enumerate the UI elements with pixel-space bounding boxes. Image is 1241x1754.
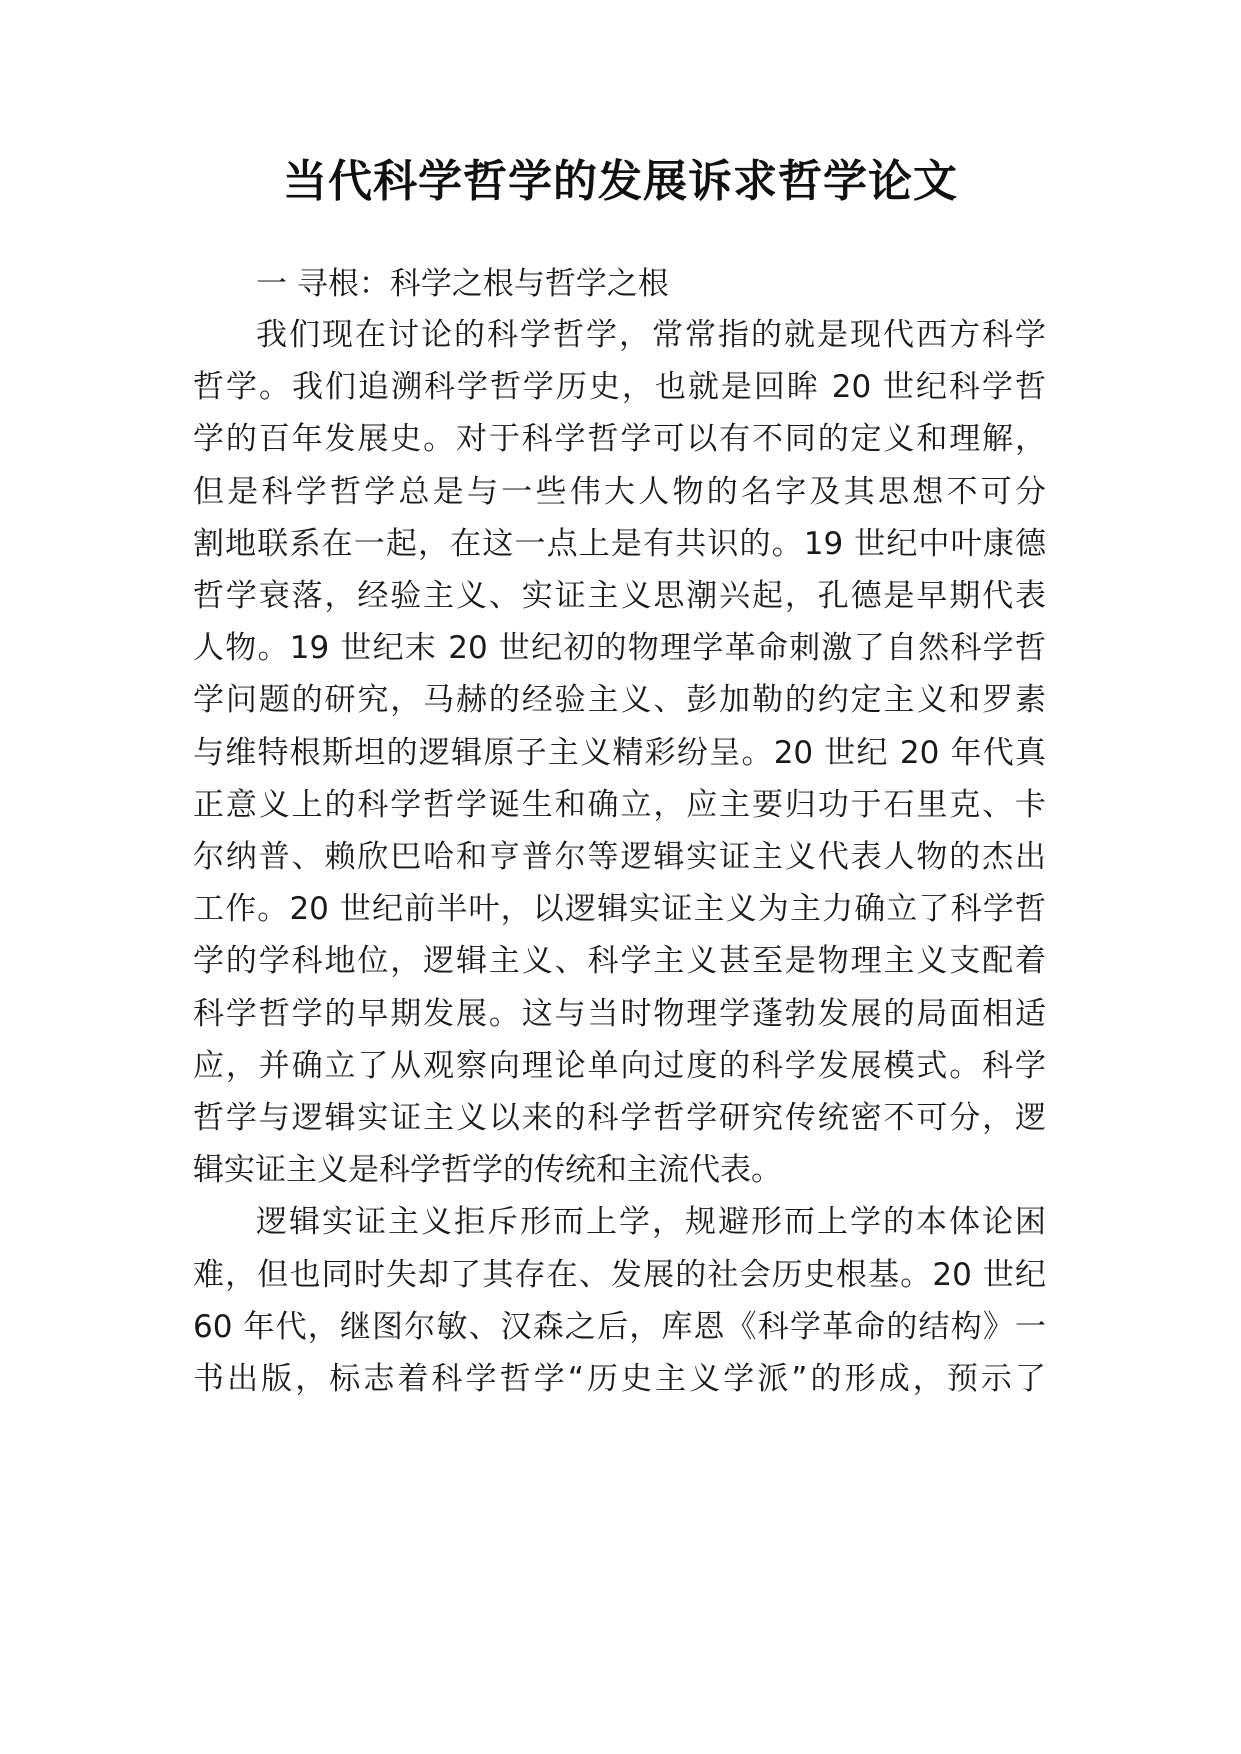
paragraph-1-line: 应，并确立了从观察向理论单向过度的科学发展模式。科学 bbox=[193, 1048, 1046, 1084]
paragraph-1-line: 科学哲学的早期发展。这与当时物理学蓬勃发展的局面相适 bbox=[193, 996, 1046, 1032]
paragraph-1-line: 哲学与逻辑实证主义以来的科学哲学研究传统密不可分，逻 bbox=[193, 1100, 1046, 1136]
paragraph-2-line: 逻辑实证主义拒斥形而上学，规避形而上学的本体论困 bbox=[256, 1204, 1046, 1240]
paragraph-1-line: 辑实证主义是科学哲学的传统和主流代表。 bbox=[193, 1152, 782, 1188]
paragraph-1-line: 我们现在讨论的科学哲学，常常指的就是现代西方科学 bbox=[256, 317, 1046, 353]
paragraph-1-line: 人物。19 世纪末 20 世纪初的物理学革命刺激了自然科学哲 bbox=[193, 630, 1046, 666]
paragraph-2-line: 难，但也同时失却了其存在、发展的社会历史根基。20 世纪 bbox=[193, 1257, 1046, 1293]
paragraph-1-line: 正意义上的科学哲学诞生和确立，应主要归功于石里克、卡 bbox=[193, 787, 1046, 823]
paragraph-1-line: 哲学衰落，经验主义、实证主义思潮兴起，孔德是早期代表 bbox=[193, 578, 1046, 614]
paragraph-1-line: 尔纳普、赖欣巴哈和亨普尔等逻辑实证主义代表人物的杰出 bbox=[193, 839, 1046, 875]
paragraph-2-line: 书出版，标志着科学哲学“历史主义学派”的形成，预示了 bbox=[193, 1361, 1046, 1397]
paragraph-1-line: 学问题的研究，马赫的经验主义、彭加勒的约定主义和罗素 bbox=[193, 682, 1046, 718]
paragraph-1-line: 工作。20 世纪前半叶，以逻辑实证主义为主力确立了科学哲 bbox=[193, 891, 1046, 927]
paragraph-1-line: 割地联系在一起，在这一点上是有共识的。19 世纪中叶康德 bbox=[193, 526, 1046, 562]
paragraph-1-line: 学的百年发展史。对于科学哲学可以有不同的定义和理解， bbox=[193, 421, 1046, 457]
section-heading: 一 寻根：科学之根与哲学之根 bbox=[256, 266, 669, 302]
document-title: 当代科学哲学的发展诉求哲学论文 bbox=[283, 156, 958, 207]
paragraph-1-line: 学的学科地位，逻辑主义、科学主义甚至是物理主义支配着 bbox=[193, 943, 1046, 979]
paragraph-2-line: 60 年代，继图尔敏、汉森之后，库恩《科学革命的结构》一 bbox=[193, 1309, 1046, 1345]
paragraph-1-line: 哲学。我们追溯科学哲学历史，也就是回眸 20 世纪科学哲 bbox=[193, 369, 1046, 405]
paragraph-1-line: 与维特根斯坦的逻辑原子主义精彩纷呈。20 世纪 20 年代真 bbox=[193, 735, 1046, 771]
paragraph-1-line: 但是科学哲学总是与一些伟大人物的名字及其思想不可分 bbox=[193, 474, 1046, 510]
